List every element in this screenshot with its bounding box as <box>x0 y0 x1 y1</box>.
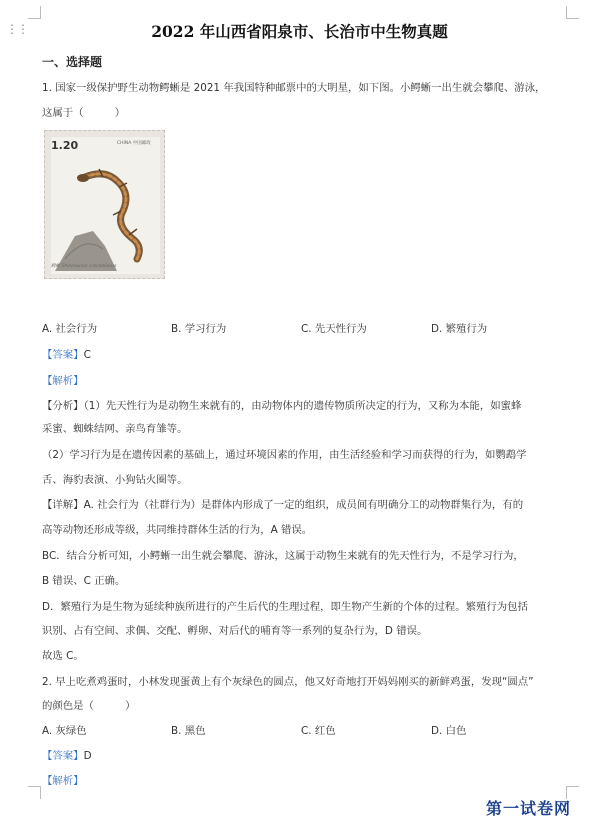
xiangjie-line: 高等动物还形成等级，共同维持群体生活的行为，A 错误。 <box>42 524 313 536</box>
question-1-stem-cont: 这属于（ ） <box>42 107 126 119</box>
stamp-postal-label: CHINA 中国邮政 <box>117 141 151 146</box>
question-2-option-b[interactable]: B. 黑色 <box>171 725 206 737</box>
stamp-species-label: 鳄蜥 Shinisaurus crocodilurus <box>51 264 117 269</box>
analysis-tag: 【解析】 <box>42 375 84 387</box>
question-2-answer <box>42 747 92 762</box>
question-1-option-d[interactable]: D. 繁殖行为 <box>431 323 488 335</box>
xiangjie-tag: 【详解】 <box>42 499 84 511</box>
answer-value: D <box>83 750 92 762</box>
answer-tag: 【答案】 <box>42 349 84 361</box>
xiangjie-line: D．繁殖行为是生物为延续种族所进行的产生后代的生理过程，即生物产生新的个体的过程。繁殖行为包括 <box>42 601 528 613</box>
fenxi-text: （1）先天性行为是动物生来就有的，由动物体内的遗传物质所决定的行为，又称为本能，如蜜蜂 <box>83 400 522 412</box>
section-heading: 一、选择题 <box>42 55 103 69</box>
page-corner-mark <box>28 786 41 799</box>
question-1-stem: 1. 国家一级保护野生动物鳄蜥是 2021 年我国特种邮票中的大明星，如下图。小鳄蜥一出生就会攀爬、游泳， <box>42 82 546 94</box>
xiangjie-text: A. 社会行为（社群行为）是群体内形成了一定的组织，成员间有明确分工的动物群集行为，有的 <box>83 499 524 511</box>
question-2-option-d[interactable]: D. 白色 <box>431 725 467 737</box>
answer-tag: 【答案】 <box>42 750 84 762</box>
analysis-tag: 【解析】 <box>42 775 84 787</box>
fenxi-tag: 【分析】 <box>42 400 84 412</box>
conclusion-line: 故选 C。 <box>42 650 84 662</box>
lizard-illustration <box>45 131 166 280</box>
question-2-option-a[interactable]: A. 灰绿色 <box>42 725 87 737</box>
question-1-option-b[interactable]: B. 学习行为 <box>171 323 227 335</box>
question-1-option-c[interactable]: C. 先天性行为 <box>301 323 367 335</box>
question-2-stem: 2. 早上吃煮鸡蛋时，小林发现蛋黄上有个灰绿色的圆点，他又好奇地打开妈妈刚买的新鲜鸡蛋，发现“圆点” <box>42 676 534 688</box>
question-2-option-c[interactable]: C. 红色 <box>301 725 336 737</box>
xiangjie-line: B 错误、C 正确。 <box>42 575 126 587</box>
page-title: 2022 年山西省阳泉市、长治市中生物真题 <box>151 22 448 41</box>
answer-value: C <box>83 349 91 361</box>
fenxi-line: 舌、海豹表演、小狗钻火圈等。 <box>42 474 188 486</box>
stamp-price: 1.20 <box>51 139 79 152</box>
question-1-option-a[interactable]: A. 社会行为 <box>42 323 98 335</box>
fenxi-line: （2）学习行为是在遗传因素的基础上，通过环境因素的作用，由生活经验和学习而获得的行为，如鹦鹉学 <box>42 449 527 461</box>
xiangjie-line <box>42 496 523 511</box>
page-corner-mark <box>28 6 41 19</box>
stamp-image <box>44 130 165 279</box>
xiangjie-line: BC．结合分析可知，小鳄蜥一出生就会攀爬、游泳，这属于动物生来就有的先天性行为，不是学习行为， <box>42 550 524 562</box>
fenxi-line <box>42 397 521 412</box>
watermark-logo: 第一试卷网 <box>486 799 572 818</box>
drag-handle-icon[interactable]: ⋮⋮ <box>6 22 28 36</box>
question-2-stem-cont: 的颜色是（ ） <box>42 700 136 712</box>
xiangjie-line: 识别、占有空间、求偶、交配、孵卵、对后代的哺育等一系列的复杂行为，D 错误。 <box>42 625 428 637</box>
question-1-answer <box>42 346 91 361</box>
fenxi-line: 采蜜、蜘蛛结网、亲鸟育雏等。 <box>42 423 188 435</box>
page-corner-mark <box>566 6 579 19</box>
